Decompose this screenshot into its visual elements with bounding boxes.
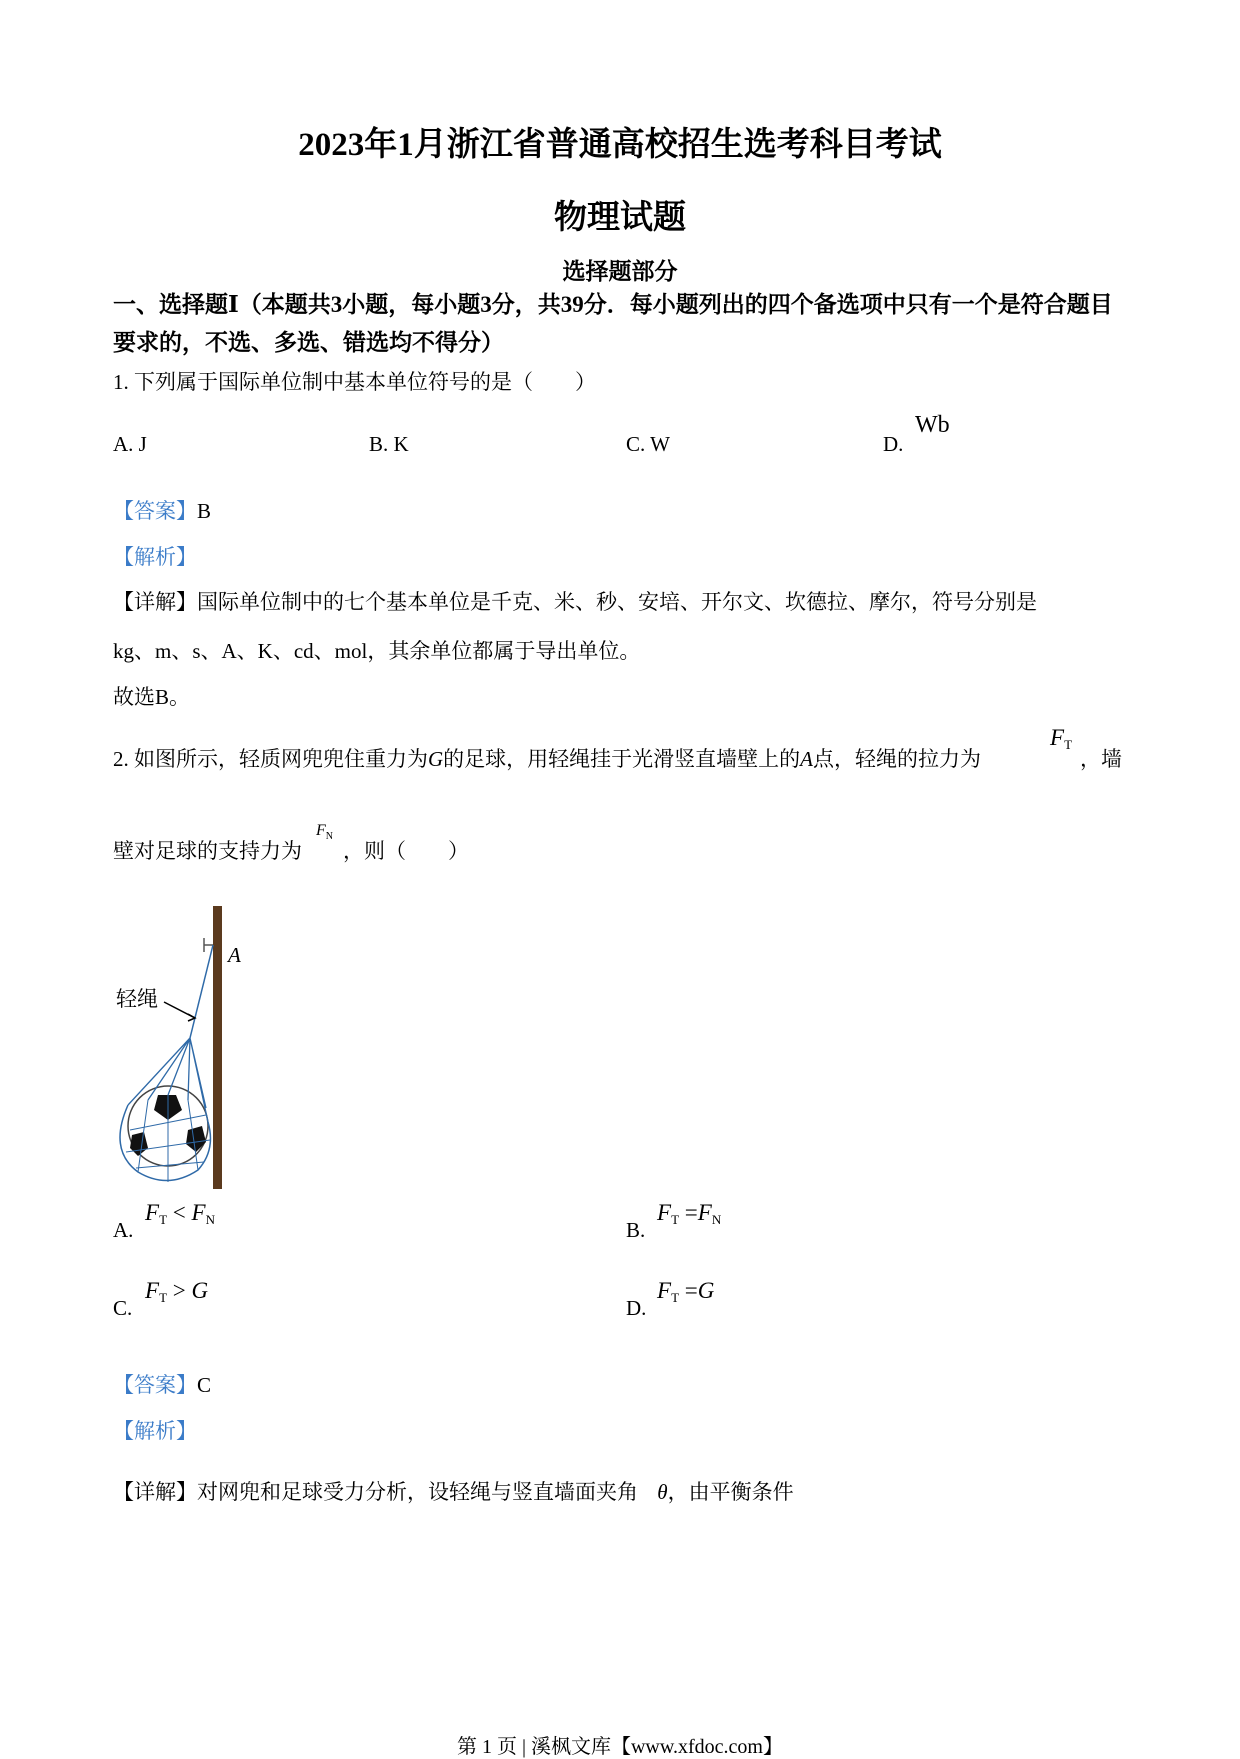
section-instructions: 一、选择题Ⅰ（本题共3小题，每小题3分，共39分．每小题列出的四个备选项中只有一个是符合题目要求的，不选、多选、错选均不得分） xyxy=(113,292,1113,355)
option-label: D. xyxy=(626,1296,647,1320)
q2-option-c[interactable] xyxy=(113,1296,132,1321)
q2-option-c-expr xyxy=(145,1278,208,1306)
q2-option-b[interactable] xyxy=(626,1218,645,1243)
page-footer: 第 1 页 | 溪枫文库【www.xfdoc.com】 xyxy=(456,1736,783,1758)
rope xyxy=(190,945,213,1038)
var-a: A xyxy=(800,747,813,771)
q1-answer xyxy=(113,495,211,525)
var-theta: θ xyxy=(657,1480,668,1504)
q2-detail xyxy=(113,1476,794,1506)
q1-detail-line1 xyxy=(113,586,1037,616)
var-f: F xyxy=(697,1200,712,1225)
var-fn-small xyxy=(316,822,333,842)
q2-option-d-expr xyxy=(657,1278,714,1306)
q2-option-b-expr xyxy=(657,1200,721,1228)
q2-stem-line1-tail: ，墙 xyxy=(1080,747,1122,771)
option-label: A. xyxy=(113,432,134,456)
answer-value: B xyxy=(197,499,212,523)
sub-t: T xyxy=(159,1290,168,1305)
sub-t: T xyxy=(1064,737,1073,752)
detail-tag: 【详解】 xyxy=(113,1480,197,1504)
var-f: F xyxy=(191,1200,206,1225)
option-label: A. xyxy=(113,1218,134,1242)
q1-conclusion: 故选B。 xyxy=(113,685,191,709)
q1-analysis-tag: 【解析】 xyxy=(113,545,197,569)
page-title: 2023年1月浙江省普通高校招生选考科目考试 xyxy=(298,127,942,163)
q2-option-a-expr xyxy=(145,1200,215,1228)
detail-text: 国际单位制中的七个基本单位是千克、米、秒、安培、开尔文、坎德拉、摩尔，符号分别是 xyxy=(197,590,1037,614)
rope-label: 轻绳 xyxy=(116,988,158,1011)
answer-tag: 【答案】 xyxy=(113,499,197,523)
option-value: W xyxy=(650,432,670,456)
var-f: F xyxy=(145,1278,160,1303)
option-label: C. xyxy=(113,1296,133,1320)
option-label: D. xyxy=(883,432,904,456)
option-value: K xyxy=(393,432,409,456)
sub-n: N xyxy=(325,831,334,842)
var-f: F xyxy=(657,1200,672,1225)
var-f: F xyxy=(657,1278,672,1303)
q2-stem-line2b: ，则（ ） xyxy=(343,839,469,863)
q1-option-d[interactable] xyxy=(883,432,903,457)
wall xyxy=(213,906,222,1189)
detail-text: ，由平衡条件 xyxy=(667,1480,794,1504)
q1-stem: 1. 下列属于国际单位制中基本单位符号的是（ ） xyxy=(113,370,596,394)
sub-t: T xyxy=(671,1290,680,1305)
var-f: F xyxy=(145,1200,160,1225)
point-label: A xyxy=(228,943,241,967)
sub-n: N xyxy=(711,1212,722,1227)
detail-text: 对网兜和足球受力分析，设轻绳与竖直墙面夹角 xyxy=(197,1480,638,1504)
option-value: J xyxy=(138,432,147,456)
stem-text: 2. 如图所示，轻质网兜兜住重力为 xyxy=(113,747,428,771)
q2-answer xyxy=(113,1369,211,1399)
sub-t: T xyxy=(159,1212,168,1227)
q2-option-a[interactable] xyxy=(113,1218,133,1243)
sub-n: N xyxy=(205,1212,215,1227)
q1-option-b[interactable] xyxy=(369,432,409,457)
relation: > xyxy=(172,1278,186,1303)
option-label: C. xyxy=(626,432,646,456)
q2-analysis-tag: 【解析】 xyxy=(113,1419,197,1443)
option-label: B. xyxy=(369,432,389,456)
q2-option-d[interactable] xyxy=(626,1296,646,1321)
var-g: G xyxy=(428,747,444,771)
q1-detail-line2: kg、m、s、A、K、cd、mol，其余单位都属于导出单位。 xyxy=(113,639,641,663)
section-label: 选择题部分 xyxy=(562,259,678,284)
sub-t: T xyxy=(671,1212,680,1227)
stem-text: 点，轻绳的拉力为 xyxy=(813,747,981,771)
var-g: G xyxy=(191,1278,209,1303)
stem-text: 的足球，用轻绳挂于光滑竖直墙壁上的 xyxy=(443,747,801,771)
var-f: F xyxy=(1050,725,1065,750)
relation: = xyxy=(684,1200,698,1225)
page-subtitle: 物理试题 xyxy=(554,200,686,236)
var-f: F xyxy=(316,822,326,839)
q2-figure xyxy=(108,890,268,1192)
q1-option-d-value: Wb xyxy=(915,412,950,438)
var-g: G xyxy=(697,1278,715,1303)
q1-option-c[interactable] xyxy=(626,432,670,457)
q2-stem-line1 xyxy=(113,743,981,773)
q1-option-a[interactable] xyxy=(113,432,147,457)
relation: = xyxy=(684,1278,698,1303)
detail-tag: 【详解】 xyxy=(113,590,197,614)
var-ft xyxy=(1050,725,1072,753)
relation: < xyxy=(172,1200,186,1225)
q2-stem-line2a: 壁对足球的支持力为 xyxy=(113,839,302,863)
answer-value: C xyxy=(197,1373,212,1397)
option-label: B. xyxy=(626,1218,646,1242)
answer-tag: 【答案】 xyxy=(113,1373,197,1397)
